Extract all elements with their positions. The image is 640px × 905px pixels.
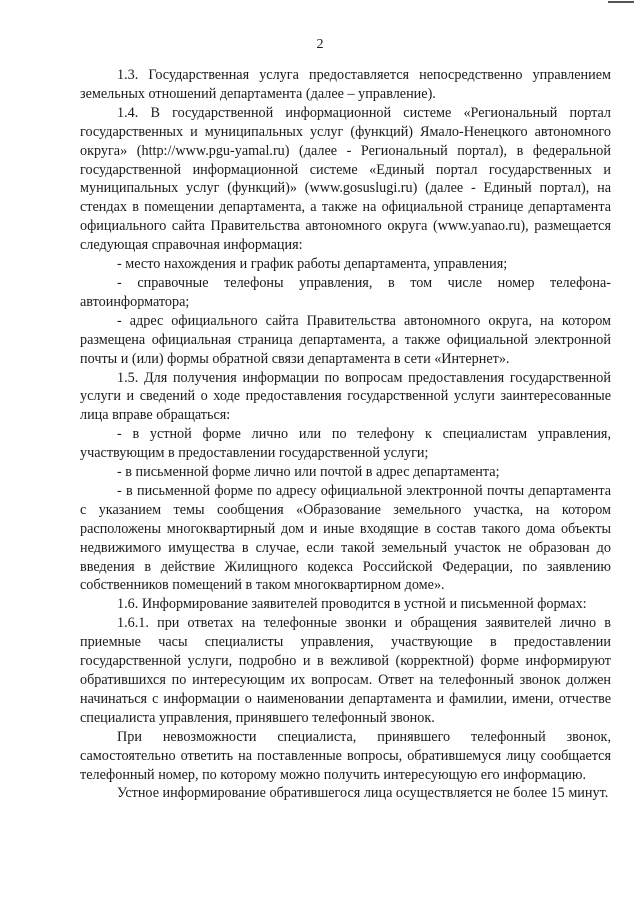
scan-corner-mark — [608, 1, 634, 3]
document-body — [80, 66, 611, 803]
paragraph-duration: Устное информирование обратившегося лица осуществляется не более 15 минут. — [117, 785, 609, 802]
list-item-phones: - справочные телефоны управления, в том числе номер телефона-автоинформатора; — [80, 274, 611, 310]
paragraph-1-6: 1.6. Информирование заявителей проводится в устной и письменной формах: — [117, 596, 587, 613]
list-item-written-mail: - в письменной форме лично или почтой в адрес департамента; — [117, 464, 500, 481]
paragraph-1-3: 1.3. Государственная услуга предоставляется непосредственно управлением земельных отношений департамента (далее – управление). — [80, 67, 611, 102]
paragraph-1-4: 1.4. В государственной информационной системе «Региональный портал государственных и муниципальных услуг (функций) Ямало-Ненецкого автономного округа» (http://www.pgu-yamal.ru) (далее - Региональный портал), в федеральной государственной информационной системе «Единый портал государственных и муниципальных услуг (функций)» (www.gosuslugi.ru) (далее - Единый портал), на стендах в помещении департамента, а также на официальной странице департамента официального сайта Правительства автономного округа (www.yanao.ru), размещается следующая справочная информация: — [80, 104, 611, 254]
list-item-website: - адрес официального сайта Правительства автономного округа, на котором размещена официальная страница департамента, а также официальной электронной почты и (или) формы обратной связи департамента в сети «Интернет». — [80, 312, 611, 367]
paragraph-1-5: 1.5. Для получения информации по вопросам предоставления государственной услуги и сведений о ходе предоставления государственной услуги заинтересованные лица вправе обращаться: — [80, 369, 611, 424]
list-item-location-schedule: - место нахождения и график работы департамента, управления; — [117, 256, 508, 273]
list-item-oral: - в устной форме лично или по телефону к специалистам управления, участвующим в предоставлении государственной услуги; — [80, 426, 611, 462]
page-number: 2 — [316, 37, 324, 52]
paragraph-1-6-1: 1.6.1. при ответах на телефонные звонки и обращения заявителей лично в приемные часы специалисты управления, участвующие в предоставлении государственной услуги, подробно и в вежливой (корректной) форме информируют обратившихся по интересующим их вопросам. Ответ на телефонный звонок должен начинаться с информации о наименовании департамента и фамилии, имени, отчестве специалиста управления, принявшего телефонный звонок. — [80, 615, 611, 726]
list-item-written-email: - в письменной форме по адресу официальной электронной почты департамента с указанием темы сообщения «Образование земельного участка, на котором расположены многоквартирный дом и иные входящие в состав такого дома объекты недвижимого имущества в случае, если такой земельный участок не образован до введения в действие Жилищного кодекса Российской Федерации, по заявлению собственников помещений в таком многоквартирном доме». — [80, 482, 611, 594]
paragraph-phone-redirect: При невозможности специалиста, принявшего телефонный звонок, самостоятельно ответить на поставленные вопросы, обратившемуся лицу сообщается телефонный номер, по которому можно получить интересующую его информацию. — [80, 728, 611, 783]
